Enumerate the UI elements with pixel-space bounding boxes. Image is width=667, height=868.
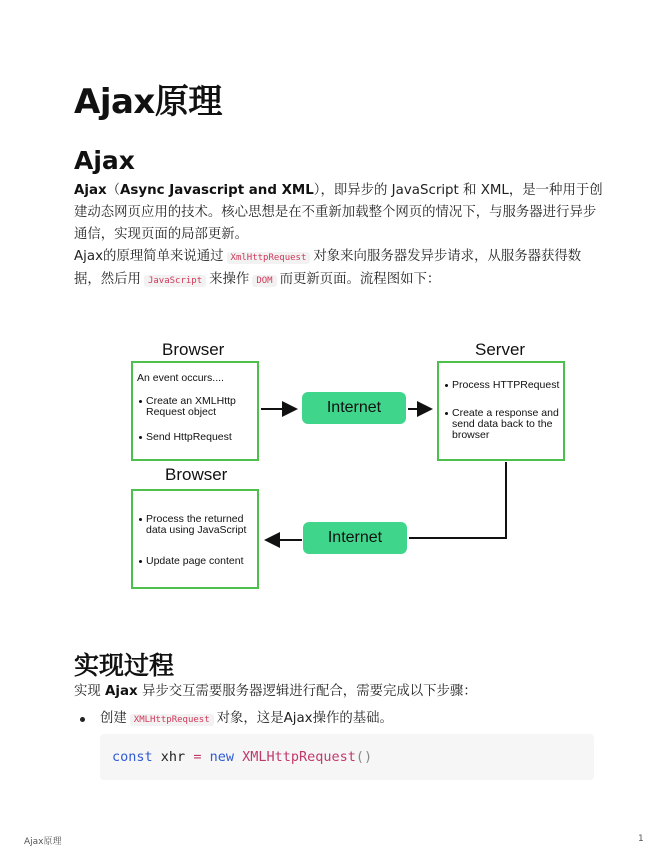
bullet-dot [445, 384, 448, 387]
text-fragment: Process the returned [146, 513, 244, 525]
browser-request-box [131, 361, 259, 461]
text-fragment: browser [452, 429, 490, 441]
text-fragment: Update page content [146, 555, 244, 567]
term-ajax: Ajax [105, 684, 138, 699]
page-title: Ajax原理 [74, 82, 222, 122]
term-fullname: Async Javascript and XML [120, 183, 314, 198]
text-fragment: data using JavaScript [146, 524, 247, 536]
text-fragment: Request object [146, 406, 217, 418]
code-variable: xhr [160, 749, 186, 765]
code-keyword-new: new [209, 749, 234, 765]
bullet-dot [445, 412, 448, 415]
text-fragment: 对象，这是Ajax操作的基础。 [216, 711, 393, 726]
text-fragment: 而更新页面。流程图如下： [279, 272, 441, 287]
inline-code-xmlhttprequest: XMLHttpRequest [130, 714, 214, 726]
intro-paragraph [74, 180, 614, 246]
code-line [112, 749, 372, 765]
principle-paragraph [74, 246, 614, 292]
inline-code-dom: DOM [252, 275, 276, 287]
bullet-dot [80, 717, 85, 722]
browser-response-box [131, 489, 259, 589]
diagram-label-browser-top: Browser [162, 340, 225, 359]
server-box [437, 361, 565, 461]
bullet-dot [139, 436, 142, 439]
code-operator: = [193, 749, 202, 765]
text-fragment: （ [106, 183, 121, 198]
bullet-dot [139, 400, 142, 403]
text-fragment: Ajax的原理简单来说通过 [74, 249, 224, 264]
process-paragraph [74, 681, 614, 703]
text-fragment: send data back to the [452, 418, 553, 430]
bullet-dot [139, 518, 142, 521]
text-fragment: 异步交互需要服务器逻辑进行配合，需要完成以下步骤： [141, 684, 477, 699]
text-fragment: 实现 [74, 684, 101, 699]
diagram-label-browser-bottom: Browser [165, 465, 228, 484]
text-fragment: 对象来向服务器发异步请求，从服务器获得数 [313, 249, 582, 264]
internet-pill-bottom: Internet [303, 522, 407, 554]
internet-pill-top: Internet [302, 392, 406, 424]
code-keyword-const: const [112, 749, 153, 765]
section-heading-ajax: Ajax [74, 146, 135, 175]
footer-title: Ajax原理 [24, 837, 62, 847]
inline-code-xmlhttprequest: XmlHttpRequest [227, 252, 311, 264]
text-fragment: ），即异步的 JavaScript 和 XML，是一种用于创 [313, 183, 603, 198]
term-ajax: Ajax [74, 183, 107, 198]
text-fragment: 通信，实现页面的局部更新。 [74, 227, 249, 242]
list-item-text [100, 708, 393, 731]
inline-code-javascript: JavaScript [144, 275, 206, 287]
footer-page-number: 1 [638, 834, 644, 844]
text-fragment: Send HttpRequest [146, 431, 232, 443]
connector-server-down [409, 462, 506, 538]
code-parens: () [355, 749, 373, 765]
text-fragment: Process HTTPRequest [452, 379, 560, 391]
code-block [100, 734, 594, 780]
text-fragment: Create a response and [452, 407, 559, 419]
text-fragment: Create an XMLHttp [146, 395, 236, 407]
code-class-name: XMLHttpRequest [242, 749, 356, 765]
text-fragment: 创建 [100, 711, 127, 726]
bullet-dot [139, 560, 142, 563]
diagram-label-server: Server [475, 340, 526, 359]
text-fragment: 来操作 [209, 272, 250, 287]
text-fragment: An event occurs.... [137, 372, 224, 384]
section-heading-process: 实现过程 [74, 651, 175, 680]
text-fragment: 建动态网页应用的技术。核心思想是在不重新加载整个网页的情况下，与服务器进行异步 [74, 205, 597, 220]
text-fragment: 据，然后用 [74, 272, 141, 287]
